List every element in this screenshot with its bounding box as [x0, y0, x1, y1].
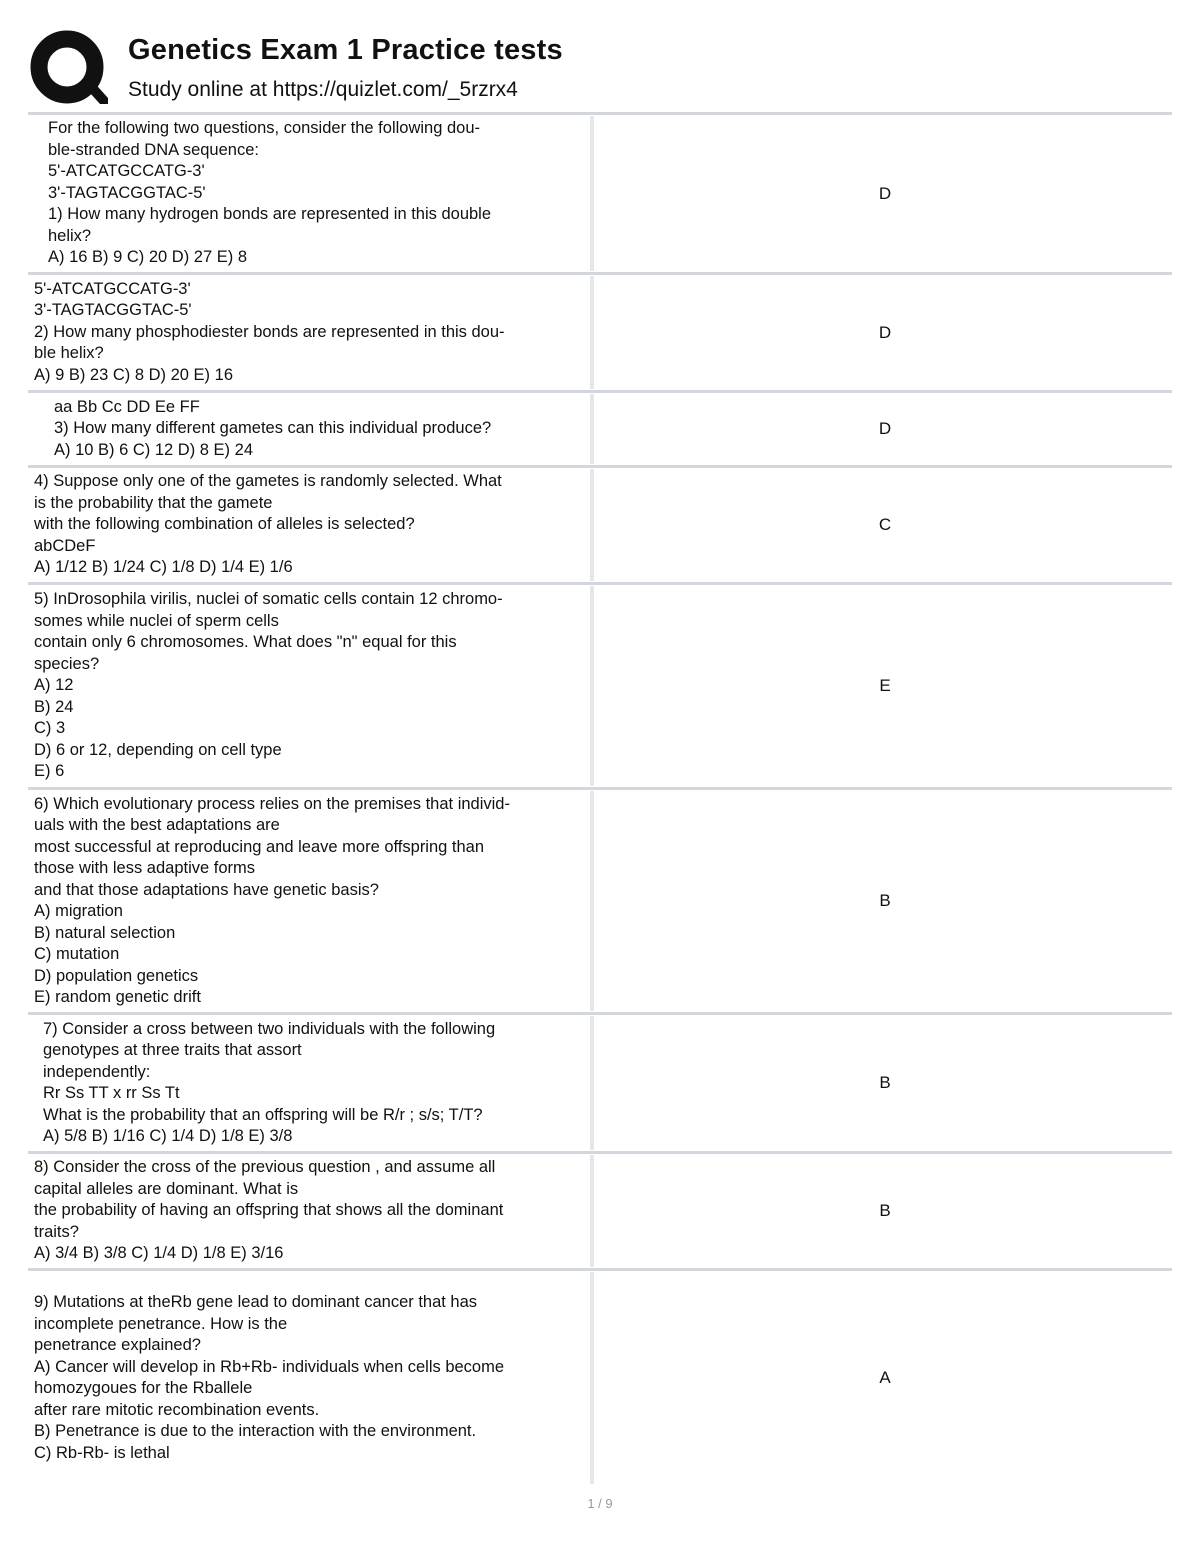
answer-text: E [879, 676, 891, 695]
flashcard-9 [28, 1272, 1172, 1484]
answer-cell [598, 1272, 1172, 1484]
study-online-link[interactable]: Study online at https://quizlet.com/_5rzrx4 [128, 78, 518, 101]
flashcard-7 [28, 1016, 1172, 1150]
question-text: aa Bb Cc DD Ee FF 3) How many different gametes can this individual produce? A) 10 B) 6 C) 12 D) 8 E) 24 [54, 397, 492, 459]
question-cell [28, 1155, 594, 1267]
page-title: Genetics Exam 1 Practice tests [128, 34, 563, 66]
page-number: 1 / 9 [587, 1496, 613, 1511]
divider [28, 112, 1172, 115]
question-cell [28, 276, 594, 389]
question-cell [28, 586, 594, 786]
question-cell [28, 116, 594, 271]
question-text: 7) Consider a cross between two individuals with the following genotypes at three traits that assort independently: Rr Ss TT x rr Ss Tt What is the probability that an offspring will be R/r ; s/s; T/T? A) 5/8 B) 1/16 C) 1/4 D) 1/8 E) 3/8 [43, 1019, 496, 1145]
quizlet-logo-icon [30, 30, 108, 108]
question-text: 5'-ATCATGCCATG-3' 3'-TAGTACGGTAC-5' 2) How many phosphodiester bonds are represented in this dou- ble helix? A) 9 B) 23 C) 8 D) 20 E) 16 [34, 279, 505, 384]
question-text: 5) InDrosophila virilis, nuclei of somatic cells contain 12 chromo- somes while nuclei of sperm cells contain only 6 chromosomes. What does "n" equal for this species? A) 12 B) 24 C) 3 D) 6 or 12, depending on cell type E) 6 [34, 590, 503, 781]
question-text: For the following two questions, consider the following dou- ble-stranded DNA sequence: 5'-ATCATGCCATG-3' 3'-TAGTACGGTAC-5' 1) How many hydrogen bonds are represented in this double helix? A) 16 B) 9 C) 20 D) 27 E) 8 [48, 119, 492, 267]
question-text: 8) Consider the cross of the previous question , and assume all capital alleles are dominant. What is the probability of having an offspring that shows all the dominant traits? A) 3/4 B) 3/8 C) 1/4 D) 1/8 E) 3/16 [34, 1158, 504, 1263]
answer-cell [598, 1155, 1172, 1267]
divider [28, 787, 1172, 790]
divider [28, 582, 1172, 585]
flashcard-6 [28, 791, 1172, 1011]
answer-text: B [879, 891, 891, 910]
answer-text: A [879, 1368, 891, 1387]
page-header [30, 28, 1180, 112]
question-cell [28, 394, 594, 464]
answer-cell [598, 469, 1172, 581]
question-cell [28, 1272, 594, 1484]
flashcard-5 [28, 586, 1172, 786]
divider [28, 1012, 1172, 1015]
question-cell [28, 1016, 594, 1150]
divider [28, 390, 1172, 393]
question-cell [28, 469, 594, 581]
divider [28, 1268, 1172, 1271]
flashcard-2 [28, 276, 1172, 389]
answer-cell [598, 1016, 1172, 1150]
answer-cell [598, 791, 1172, 1011]
answer-cell [598, 586, 1172, 786]
answer-cell [598, 276, 1172, 389]
question-text: 4) Suppose only one of the gametes is randomly selected. What is the probability that the gamete with the following combination of alleles is selected? abCDeF A) 1/12 B) 1/24 C) 1/8 D) 1/4 E) 1/6 [34, 472, 502, 577]
flashcard-4 [28, 469, 1172, 581]
question-text: 9) Mutations at theRb gene lead to dominant cancer that has incomplete penetrance. How is the penetrance explained? A) Cancer will develop in Rb+Rb- individuals when cells become homozygoues for the Rballele after rare mitotic recombination events. B) Penetrance is due to the interaction with the environment. C) Rb-Rb- is lethal [34, 1293, 505, 1462]
answer-text: C [878, 515, 892, 534]
answer-text: B [879, 1201, 891, 1220]
answer-text: D [878, 419, 892, 438]
question-cell [28, 791, 594, 1011]
answer-text: B [879, 1073, 891, 1092]
divider [28, 272, 1172, 275]
divider [28, 1151, 1172, 1154]
divider [28, 465, 1172, 468]
flashcard-1 [28, 116, 1172, 271]
answer-cell [598, 394, 1172, 464]
question-text: 6) Which evolutionary process relies on the premises that individ- uals with the best adaptations are most successful at reproducing and leave more offspring than those with less adaptive forms and that those adaptations have genetic basis? A) migration B) natural selection C) mutation D) population genetics E) random genetic drift [34, 794, 510, 1006]
answer-text: D [878, 322, 892, 342]
flashcard-8 [28, 1155, 1172, 1267]
answer-cell [598, 116, 1172, 271]
flashcard-3 [28, 394, 1172, 464]
answer-text: D [878, 183, 892, 203]
